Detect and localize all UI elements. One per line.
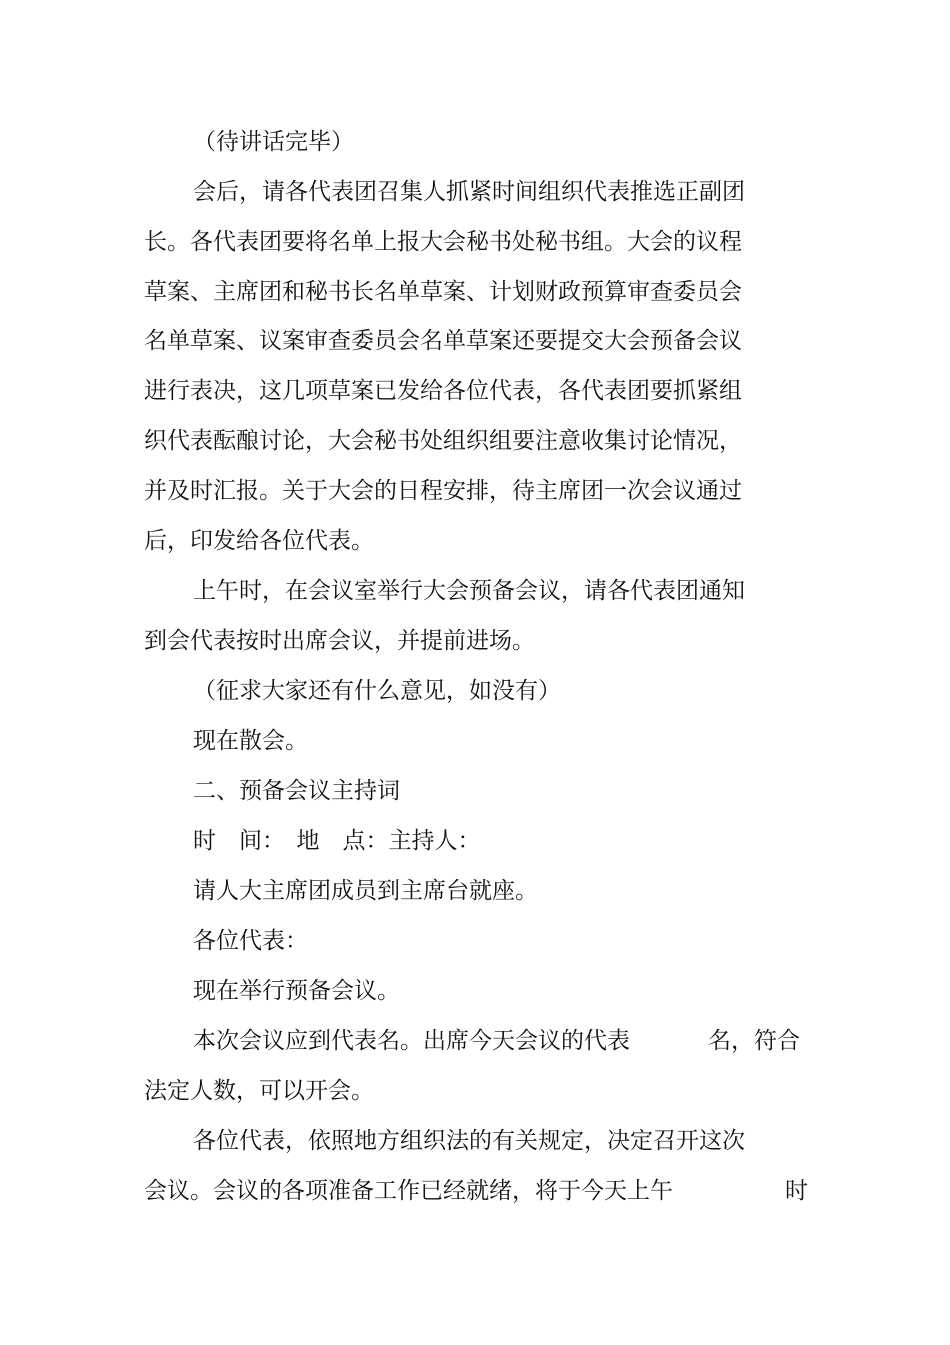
meeting-info-line: 时 间： 地 点：主持人： bbox=[193, 828, 481, 854]
paragraph-line: 现在散会。 bbox=[193, 728, 308, 754]
paragraph-line: 长。各代表团要将名单上报大会秘书处秘书组。大会的议程 bbox=[144, 229, 742, 255]
paragraph-line: 到会代表按时出席会议，并提前进场。 bbox=[144, 628, 535, 654]
paragraph-line: 会后，请各代表团召集人抓紧时间组织代表推选正副团 bbox=[193, 179, 745, 205]
paragraph-line: 现在举行预备会议。 bbox=[193, 978, 400, 1004]
attendance-text: 本次会议应到代表名。出席今天会议的代表 bbox=[193, 1028, 630, 1054]
paragraph-line: （征求大家还有什么意见，如没有） bbox=[193, 678, 561, 704]
schedule-line bbox=[144, 1176, 808, 1206]
paragraph-line: 织代表酝酿讨论，大会秘书处组织组要注意收集讨论情况， bbox=[144, 428, 742, 454]
schedule-text: 会议。会议的各项准备工作已经就绪，将于今天上午 bbox=[144, 1178, 673, 1204]
paragraph-line: 名单草案、议案审查委员会名单草案还要提交大会预备会议 bbox=[144, 328, 742, 354]
paragraph-line: 各位代表，依照地方组织法的有关规定，决定召开这次 bbox=[193, 1128, 745, 1154]
paragraph-line: 请人大主席团成员到主席台就座。 bbox=[193, 878, 538, 904]
paragraph-line: 各位代表： bbox=[193, 928, 308, 954]
paragraph-line: （待讲话完毕） bbox=[193, 129, 354, 155]
paragraph-line: 并及时汇报。关于大会的日程安排，待主席团一次会议通过 bbox=[144, 478, 742, 504]
paragraph-line: 进行表决，这几项草案已发给各位代表，各代表团要抓紧组 bbox=[144, 378, 742, 404]
section-heading: 二、预备会议主持词 bbox=[193, 778, 400, 804]
attendance-count-text: 名，符合 bbox=[708, 1028, 800, 1054]
schedule-time-text: 时 bbox=[785, 1178, 808, 1204]
attendance-line bbox=[193, 1026, 800, 1056]
paragraph-line: 草案、主席团和秘书长名单草案、计划财政预算审查委员会 bbox=[144, 279, 742, 305]
paragraph-line: 上午时，在会议室举行大会预备会议，请各代表团通知 bbox=[193, 578, 745, 604]
paragraph-line: 后，印发给各位代表。 bbox=[144, 528, 374, 554]
paragraph-line: 法定人数，可以开会。 bbox=[144, 1078, 374, 1104]
